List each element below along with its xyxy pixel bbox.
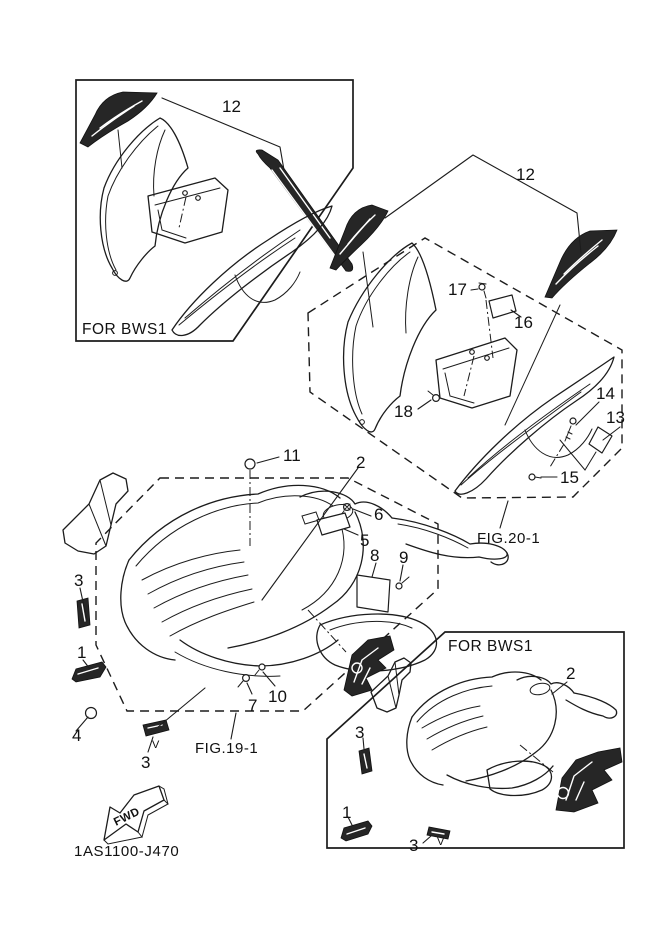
- leader-5: [344, 529, 358, 535]
- leader-fig20: [500, 501, 508, 528]
- callout-8[interactable]: 8: [370, 546, 380, 565]
- variant-box-top-left: [76, 80, 353, 341]
- callout-3a[interactable]: 3: [74, 571, 84, 590]
- callout-5[interactable]: 5: [360, 531, 370, 550]
- leader-14: [576, 402, 599, 425]
- callout-d2[interactable]: 2: [566, 664, 576, 683]
- callout-11[interactable]: 11: [283, 446, 301, 465]
- fig20-reference-label[interactable]: FIG.20-1: [477, 530, 541, 547]
- bolt-18: [428, 391, 439, 401]
- grommet-4: [86, 708, 97, 719]
- callout-14[interactable]: 14: [596, 384, 615, 403]
- variant-label-bottom: FOR BWS1: [448, 638, 533, 655]
- leader-line-12b: [385, 155, 581, 253]
- callout-10[interactable]: 10: [268, 687, 287, 706]
- leader-11: [257, 457, 279, 463]
- grommet-11: [245, 459, 255, 546]
- front-fender-left-half-b: [344, 243, 436, 432]
- callout-13[interactable]: 13: [606, 408, 625, 427]
- center-carrier-b: [436, 338, 517, 408]
- leader-10: [263, 672, 275, 686]
- callout-12-top-box[interactable]: 12: [222, 97, 241, 116]
- fig19-reference-label[interactable]: FIG.19-1: [195, 740, 259, 757]
- center-carrier-a: [148, 178, 228, 243]
- clip-15: [529, 474, 541, 480]
- emblem-v-mark: V: [152, 739, 160, 751]
- leader-17: [471, 289, 478, 290]
- fig19-decal-1: [72, 662, 106, 682]
- emblem-v-mark-2: V: [437, 836, 445, 848]
- plate-13: [589, 427, 612, 453]
- leader-7: [247, 683, 252, 694]
- fig20-decal-left: [330, 205, 388, 327]
- leader-d2: [552, 682, 567, 694]
- callout-d1[interactable]: 1: [342, 803, 352, 822]
- callout-15[interactable]: 15: [560, 468, 579, 487]
- callout-18[interactable]: 18: [394, 402, 413, 421]
- bws1-decal-3a: [359, 748, 372, 774]
- plate-8: [357, 575, 390, 612]
- plate-5: [317, 513, 350, 535]
- leader-18: [418, 400, 431, 409]
- graphic-decal-upper: [80, 92, 157, 168]
- bws1-decal-1: [341, 821, 372, 841]
- callout-7[interactable]: 7: [248, 696, 258, 715]
- plate-16: [489, 295, 516, 318]
- callout-16[interactable]: 16: [514, 313, 533, 332]
- fwd-direction-arrow: [104, 786, 168, 844]
- callout-4[interactable]: 4: [72, 726, 82, 745]
- callout-6[interactable]: 6: [374, 505, 384, 524]
- callout-3b[interactable]: 3: [141, 753, 151, 772]
- leader-d3b: [423, 836, 431, 843]
- screw-9: [396, 577, 409, 589]
- fwd-label: FWD: [112, 805, 142, 829]
- callout-17[interactable]: 17: [448, 280, 467, 299]
- leader-fig19: [231, 713, 236, 739]
- rear-fender-flap: [63, 473, 128, 554]
- front-fender-right-half-b: [455, 357, 614, 494]
- callout-1[interactable]: 1: [77, 643, 87, 662]
- callout-9[interactable]: 9: [399, 548, 409, 567]
- callout-d3a[interactable]: 3: [355, 723, 365, 742]
- fig20-region: [308, 155, 625, 547]
- variant-label-top: FOR BWS1: [82, 321, 167, 338]
- screw-14: [550, 418, 576, 467]
- leader-8: [372, 563, 376, 577]
- callout-d3b[interactable]: 3: [409, 836, 419, 855]
- fig19-decal-3b: [143, 720, 169, 736]
- callout-12-fig20[interactable]: 12: [516, 165, 535, 184]
- decal-position-line: [158, 688, 205, 727]
- screw-17: [479, 283, 493, 358]
- callout-2[interactable]: 2: [356, 453, 366, 472]
- drawing-number: 1AS1100-J470: [74, 843, 180, 860]
- fig19-region: [63, 446, 508, 772]
- bws1-zigzag-decal: [556, 748, 622, 812]
- leader-9: [400, 565, 403, 581]
